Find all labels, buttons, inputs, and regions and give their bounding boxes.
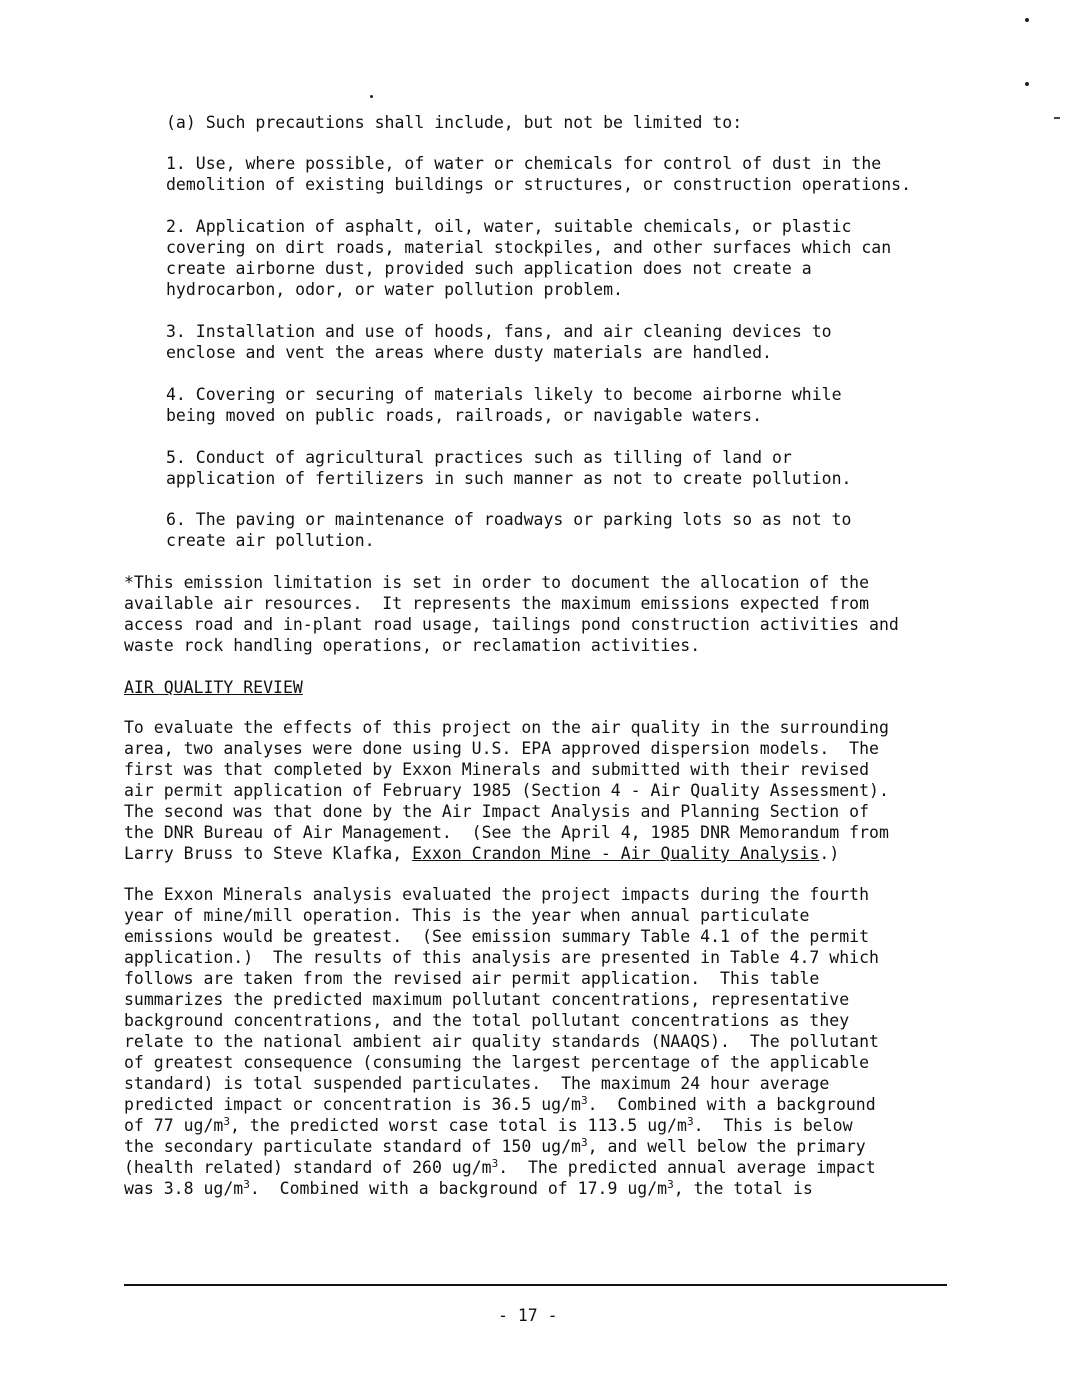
scan-speck <box>1025 82 1029 86</box>
paragraph-line <box>124 1157 876 1178</box>
text-run: predicted impact or concentration is 36.5 ug/m <box>124 1095 581 1114</box>
text-run: . This is below <box>693 1116 853 1135</box>
list-item-line: enclose and vent the areas where dusty materials are handled. <box>166 343 772 362</box>
paragraph-line: application.) The results of this analysis are presented in Table 4.7 which <box>124 948 879 967</box>
text-run: . The predicted annual average impact <box>498 1158 876 1177</box>
paragraph-line: background concentrations, and the total pollutant concentrations as they <box>124 1011 850 1030</box>
paragraph-line: emissions would be greatest. (See emission summary Table 4.1 of the permit <box>124 927 870 946</box>
text-run: , the total is <box>673 1179 813 1198</box>
list-item-line: 5. Conduct of agricultural practices such as tilling of land or <box>166 448 792 467</box>
superscript: 3 <box>580 1136 588 1149</box>
paragraph-line: standard) is total suspended particulates. The maximum 24 hour average <box>124 1074 830 1093</box>
paragraph-line <box>124 1178 813 1199</box>
footnote-line: available air resources. It represents the maximum emissions expected from <box>124 594 870 613</box>
footer-rule <box>124 1284 947 1286</box>
scan-speck <box>370 95 373 98</box>
text-run: , the predicted worst case total is 113.5 ug/m <box>229 1116 687 1135</box>
text-run: . Combined with a background <box>587 1095 876 1114</box>
paragraph-line: The second was that done by the Air Impact Analysis and Planning Section of <box>124 802 870 821</box>
superscript: 3 <box>686 1115 694 1128</box>
section-heading: AIR QUALITY REVIEW <box>124 678 303 697</box>
paragraph-line <box>124 843 839 864</box>
superscript: 3 <box>580 1094 588 1107</box>
list-item-line: 1. Use, where possible, of water or chemicals for control of dust in the <box>166 154 882 173</box>
list-item-line: being moved on public roads, railroads, or navigable waters. <box>166 406 763 425</box>
memo-reference: Larry Bruss to Steve Klafka, <box>124 844 413 863</box>
paragraph-line: follows are taken from the revised air permit application. This table <box>124 969 820 988</box>
paragraph-line <box>124 1136 866 1157</box>
scan-speck <box>1025 18 1029 22</box>
list-item-line: 4. Covering or securing of materials likely to become airborne while <box>166 385 842 404</box>
memo-title: Exxon Crandon Mine - Air Quality Analysis <box>412 844 820 863</box>
text-run: was 3.8 ug/m <box>124 1179 244 1198</box>
paragraph-line: year of mine/mill operation. This is the year when annual particulate <box>124 906 810 925</box>
paragraph-line: the DNR Bureau of Air Management. (See the April 4, 1985 DNR Memorandum from <box>124 823 889 842</box>
list-item-line: demolition of existing buildings or structures, or construction operations. <box>166 175 912 194</box>
text-run: the secondary particulate standard of 150 ug/m <box>124 1137 581 1156</box>
list-item-line: covering on dirt roads, material stockpiles, and other surfaces which can <box>166 238 892 257</box>
scan-mark <box>1054 117 1060 119</box>
paragraph-line: The Exxon Minerals analysis evaluated the project impacts during the fourth <box>124 885 870 904</box>
paragraph-line <box>124 1094 876 1115</box>
list-item-line: create air pollution. <box>166 531 375 550</box>
list-item-line: 3. Installation and use of hoods, fans, and air cleaning devices to <box>166 322 832 341</box>
paragraph-line: area, two analyses were done using U.S. EPA approved dispersion models. The <box>124 739 879 758</box>
list-item-line: create airborne dust, provided such application does not create a <box>166 259 812 278</box>
superscript: 3 <box>491 1157 499 1170</box>
paragraph-line <box>124 1115 853 1136</box>
page-number: - 17 - <box>498 1306 558 1325</box>
footnote-line: *This emission limitation is set in order to document the allocation of the <box>124 573 870 592</box>
superscript: 3 <box>667 1178 674 1191</box>
paragraph-line: first was that completed by Exxon Minerals and submitted with their revised <box>124 760 870 779</box>
paragraph-line: summarizes the predicted maximum pollutant concentrations, representative <box>124 990 850 1009</box>
text-run: . Combined with a background of 17.9 ug/m <box>249 1179 668 1198</box>
list-intro: (a) Such precautions shall include, but not be limited to: <box>166 113 743 132</box>
paragraph-line: relate to the national ambient air quality standards (NAAQS). The pollutant <box>124 1032 879 1051</box>
superscript: 3 <box>223 1115 230 1128</box>
list-item-line: 6. The paving or maintenance of roadways or parking lots so as not to <box>166 510 852 529</box>
text-run: of 77 ug/m <box>124 1116 224 1135</box>
paragraph-line: To evaluate the effects of this project on the air quality in the surrounding <box>124 718 889 737</box>
list-item-line: application of fertilizers in such manner as not to create pollution. <box>166 469 852 488</box>
footnote-line: access road and in-plant road usage, tailings pond construction activities and <box>124 615 899 634</box>
text-run: (health related) standard of 260 ug/m <box>124 1158 492 1177</box>
superscript: 3 <box>243 1178 250 1191</box>
list-item-line: 2. Application of asphalt, oil, water, suitable chemicals, or plastic <box>166 217 852 236</box>
paragraph-line: air permit application of February 1985 (Section 4 - Air Quality Assessment). <box>124 781 889 800</box>
footnote-line: waste rock handling operations, or reclamation activities. <box>124 636 701 655</box>
paragraph-line: of greatest consequence (consuming the largest percentage of the applicable <box>124 1053 870 1072</box>
text-run: , and well below the primary <box>587 1137 866 1156</box>
memo-reference-end: .) <box>819 844 840 863</box>
list-item-line: hydrocarbon, odor, or water pollution problem. <box>166 280 623 299</box>
